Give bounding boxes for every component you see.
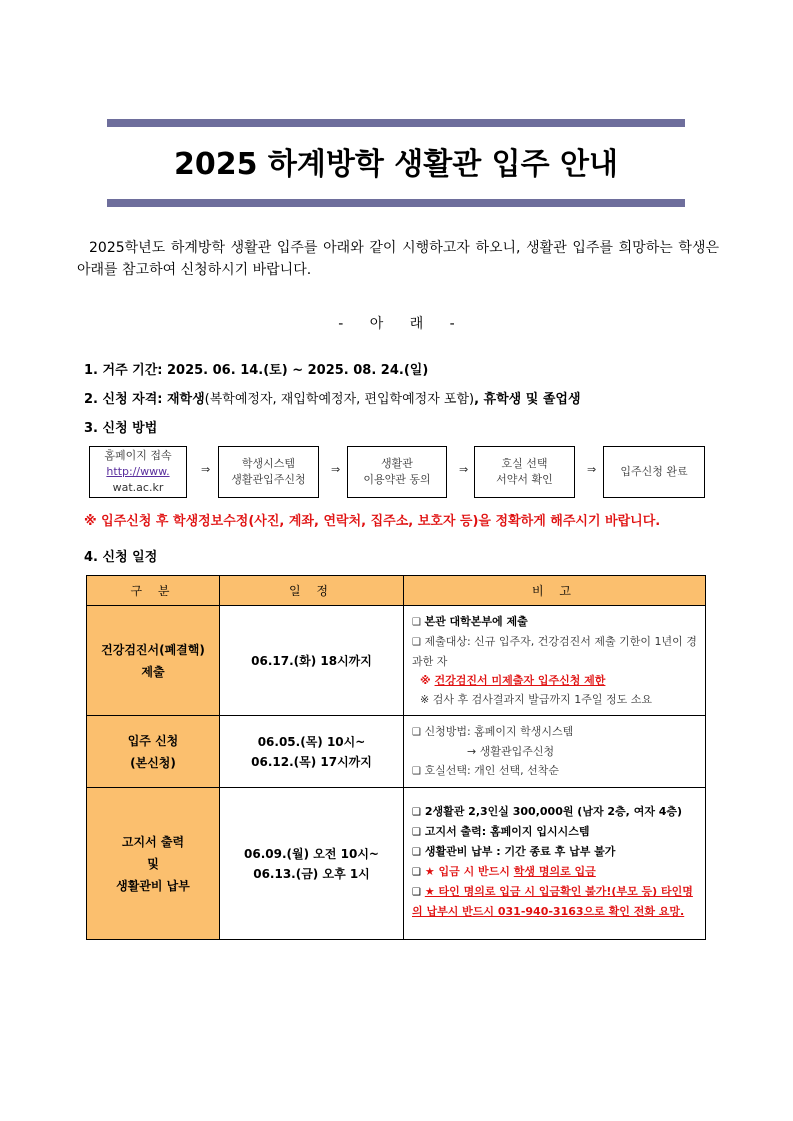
checkbox-square-icon: ❑ — [412, 847, 421, 858]
row3-date-line2: 06.13.(금) 오후 1시 — [253, 866, 370, 881]
info-warning: ※ 입주신청 후 학생정보수정(사진, 계좌, 연락처, 집주소, 보호자 등)을 정확하게 해주시기 바랍니다. — [84, 514, 661, 529]
item-period: 1. 거주 기간: 2025. 06. 14.(토) ~ 2025. 08. 24.(일) — [84, 363, 429, 378]
flow-step4-line2: 서약서 확인 — [496, 473, 553, 486]
row2-date-line1: 06.05.(목) 10시~ — [257, 734, 366, 749]
row2-date — [220, 716, 404, 788]
flow-step-complete — [603, 446, 705, 498]
row2-date-line2: 06.12.(목) 17시까지 — [251, 754, 372, 769]
row2-cat-line2: (본신청) — [130, 755, 176, 770]
row3-note3: 생활관비 납부 : 기간 종료 후 납부 불가 — [424, 845, 616, 858]
row3-date-line1: 06.09.(월) 오전 10시~ — [244, 846, 379, 861]
row2-cat-line1: 입주 신청 — [127, 733, 179, 748]
table-row — [87, 716, 706, 788]
flow-step5-label: 입주신청 완료 — [620, 465, 688, 478]
title-bar-top — [107, 119, 685, 127]
checkbox-square-icon: ❑ — [412, 766, 421, 777]
row1-note1: 본관 대학본부에 제출 — [424, 615, 528, 628]
row3-note4-pre: ★ 입금 시 반드시 — [424, 865, 514, 878]
page-title: 2025 하계방학 생활관 입주 안내 — [173, 147, 619, 182]
section-are: - 아 래 - — [338, 316, 455, 332]
checkbox-square-icon: ❑ — [412, 827, 421, 838]
row3-note4-underlined: 학생 명의로 입금 — [513, 865, 596, 878]
checkbox-square-icon: ❑ — [412, 617, 421, 628]
row3-cat-line3: 생활관비 납부 — [116, 878, 190, 893]
application-flow — [89, 446, 705, 500]
flow-step-homepage-domain: wat.ac.kr — [112, 481, 164, 494]
homepage-link[interactable]: http://www. — [106, 465, 170, 478]
row1-cat-line2: 제출 — [141, 664, 165, 679]
checkbox-square-icon: ❑ — [412, 887, 421, 898]
flow-step3-line2: 이용약관 동의 — [363, 473, 431, 486]
flow-step-homepage — [89, 446, 187, 498]
item-schedule: 4. 신청 일정 — [84, 550, 158, 565]
schedule-table — [86, 575, 706, 940]
flow-arrow-icon: ⇒ — [201, 463, 211, 476]
flow-step-student-system — [218, 446, 319, 498]
flow-step-room — [474, 446, 575, 498]
table-row — [87, 606, 706, 716]
eligibility-prefix: 2. 신청 자격: 재학생 — [84, 392, 205, 407]
row3-note2: 고지서 출력: 홈페이지 입시시스템 — [424, 825, 590, 838]
row3-cat-line2: 및 — [147, 856, 159, 871]
item-eligibility — [84, 388, 581, 407]
flow-step-homepage-label: 홈페이지 접속 — [104, 449, 172, 462]
row1-cat-line1: 건강검진서(폐결핵) — [101, 642, 205, 657]
row1-notes — [404, 606, 706, 716]
row2-note3: 호실선택: 개인 선택, 선착순 — [424, 764, 560, 777]
row3-notes — [404, 788, 706, 940]
table-row — [87, 788, 706, 940]
row2-note2: → 생활관입주신청 — [467, 745, 555, 758]
row3-category — [87, 788, 220, 940]
header-category: 구 분 — [87, 576, 220, 606]
row3-note5: ★ 타인 명의로 입금 시 입금확인 불가!(부모 등) 타인명의 납부시 반드시 031-940-3163으로 확인 전화 요망. — [412, 885, 693, 918]
flow-step-terms — [347, 446, 447, 498]
row2-notes — [404, 716, 706, 788]
checkbox-square-icon: ❑ — [412, 807, 421, 818]
flow-arrow-icon: ⇒ — [331, 463, 341, 476]
flow-step3-line1: 생활관 — [381, 457, 413, 470]
title-bar-bottom — [107, 199, 685, 207]
row1-note2: 제출대상: 신규 입주자, 건강검진서 제출 기한이 1년이 경과한 자 — [412, 635, 697, 668]
row3-cat-line1: 고지서 출력 — [121, 834, 185, 849]
checkbox-square-icon: ❑ — [412, 867, 421, 878]
note-star-icon: ※ — [420, 674, 431, 687]
row2-category — [87, 716, 220, 788]
checkbox-square-icon: ❑ — [412, 637, 421, 648]
checkbox-square-icon: ❑ — [412, 727, 421, 738]
flow-arrow-icon: ⇒ — [459, 463, 469, 476]
flow-arrow-icon: ⇒ — [587, 463, 597, 476]
flow-step2-line1: 학생시스템 — [241, 457, 296, 470]
intro-paragraph: 2025학년도 하계방학 생활관 입주를 아래와 같이 시행하고자 하오니, 생활관 입주를 희망하는 학생은 아래를 참고하여 신청하시기 바랍니다. — [77, 240, 719, 278]
flow-step2-line2: 생활관입주신청 — [231, 473, 306, 486]
flow-step4-line1: 호실 선택 — [501, 457, 548, 470]
item-method: 3. 신청 방법 — [84, 421, 158, 436]
row3-note1: 2생활관 2,3인실 300,000원 (남자 2층, 여자 4층) — [424, 805, 683, 818]
header-notes: 비 고 — [404, 576, 706, 606]
row1-note3: 건강검진서 미제출자 입주신청 제한 — [434, 674, 606, 687]
eligibility-suffix: , 휴학생 및 졸업생 — [474, 392, 581, 407]
table-header-row — [87, 576, 706, 606]
row1-note4: ※ 검사 후 검사결과지 발급까지 1주일 정도 소요 — [420, 693, 652, 706]
row2-note1: 신청방법: 홈페이지 학생시스템 — [424, 725, 574, 738]
header-schedule: 일 정 — [220, 576, 404, 606]
row1-category — [87, 606, 220, 716]
row1-date: 06.17.(화) 18시까지 — [220, 606, 404, 716]
eligibility-detail: (복학예정자, 재입학예정자, 편입학예정자 포함) — [204, 392, 475, 407]
row3-date — [220, 788, 404, 940]
